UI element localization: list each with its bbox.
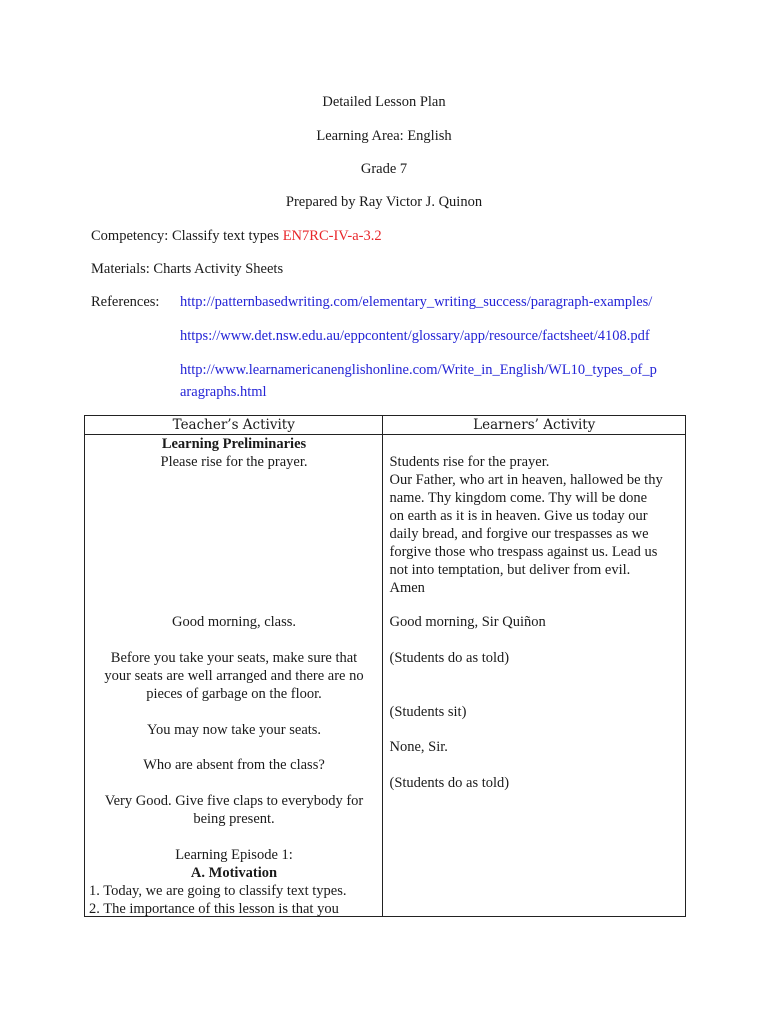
table-body-row xyxy=(85,435,686,917)
teacher-seats-2: your seats are well arranged and there are no xyxy=(104,668,364,684)
reference-link-1[interactable]: http://patternbasedwriting.com/elementary_writing_success/paragraph-examples/ xyxy=(180,294,653,310)
references-label: References: xyxy=(91,294,160,310)
document-title: Detailed Lesson Plan xyxy=(322,94,446,110)
learners-prayer-2: name. Thy kingdom come. Thy will be done xyxy=(389,490,648,506)
lesson-table xyxy=(84,415,686,917)
learners-prayer-3: on earth as it is in heaven. Give us today our xyxy=(389,508,648,524)
learners-rise: Students rise for the prayer. xyxy=(389,454,550,470)
learners-sit: (Students sit) xyxy=(389,704,467,720)
competency-code: EN7RC-IV-a-3.2 xyxy=(282,228,382,244)
teacher-activity-header: Teacher’s Activity xyxy=(85,416,383,435)
learners-prayer-1: Our Father, who art in heaven, hallowed be thy xyxy=(389,472,663,488)
teacher-prayer: Please rise for the prayer. xyxy=(160,454,308,470)
prepared-by: Prepared by Ray Victor J. Quinon xyxy=(285,194,483,210)
reference-link-3-continued[interactable]: aragraphs.html xyxy=(180,384,267,400)
grade-level: Grade 7 xyxy=(360,161,408,177)
teacher-absent: Who are absent from the class? xyxy=(143,757,325,773)
learners-prayer-5: forgive those who trespass against us. Lead us xyxy=(389,544,658,560)
learners-prayer-6: not into temptation, but deliver from evil. xyxy=(389,562,631,578)
learners-prayer-4: daily bread, and forgive our trespasses as we xyxy=(389,526,649,542)
learners-do-as-told-1: (Students do as told) xyxy=(389,650,510,666)
motivation-heading: A. Motivation xyxy=(190,865,278,881)
preliminaries-heading: Learning Preliminaries xyxy=(161,436,307,452)
teacher-claps-1: Very Good. Give five claps to everybody for xyxy=(104,793,364,809)
learners-activity-cell xyxy=(383,435,686,917)
learning-episode: Learning Episode 1: xyxy=(175,847,293,863)
competency-line xyxy=(91,227,382,245)
teacher-seats-3: pieces of garbage on the floor. xyxy=(146,686,322,702)
teacher-claps-2: being present. xyxy=(193,811,275,827)
competency-label: Competency: Classify text types xyxy=(91,228,283,244)
reference-link-3[interactable]: http://www.learnamericanenglishonline.com/Write_in_English/WL10_types_of_p xyxy=(180,362,657,378)
learners-greeting: Good morning, Sir Quiñon xyxy=(389,614,546,630)
motivation-item-1: 1. Today, we are going to classify text types. xyxy=(89,883,347,899)
table-header-row xyxy=(85,416,686,435)
reference-link-2[interactable]: https://www.det.nsw.edu.au/eppcontent/glossary/app/resource/factsheet/4108.pdf xyxy=(180,328,650,344)
learners-do-as-told-2: (Students do as told) xyxy=(389,775,510,791)
teacher-greeting: Good morning, class. xyxy=(171,614,297,630)
learners-none: None, Sir. xyxy=(389,739,448,755)
motivation-item-2: 2. The importance of this lesson is that you xyxy=(89,901,339,917)
learners-activity-header: Learners’ Activity xyxy=(383,416,686,435)
teacher-activity-cell xyxy=(85,435,383,917)
learners-prayer-7: Amen xyxy=(389,580,425,596)
teacher-seats-1: Before you take your seats, make sure that xyxy=(110,650,358,666)
learning-area: Learning Area: English xyxy=(316,128,452,144)
materials-line: Materials: Charts Activity Sheets xyxy=(91,261,284,277)
teacher-take-seats: You may now take your seats. xyxy=(146,722,322,738)
